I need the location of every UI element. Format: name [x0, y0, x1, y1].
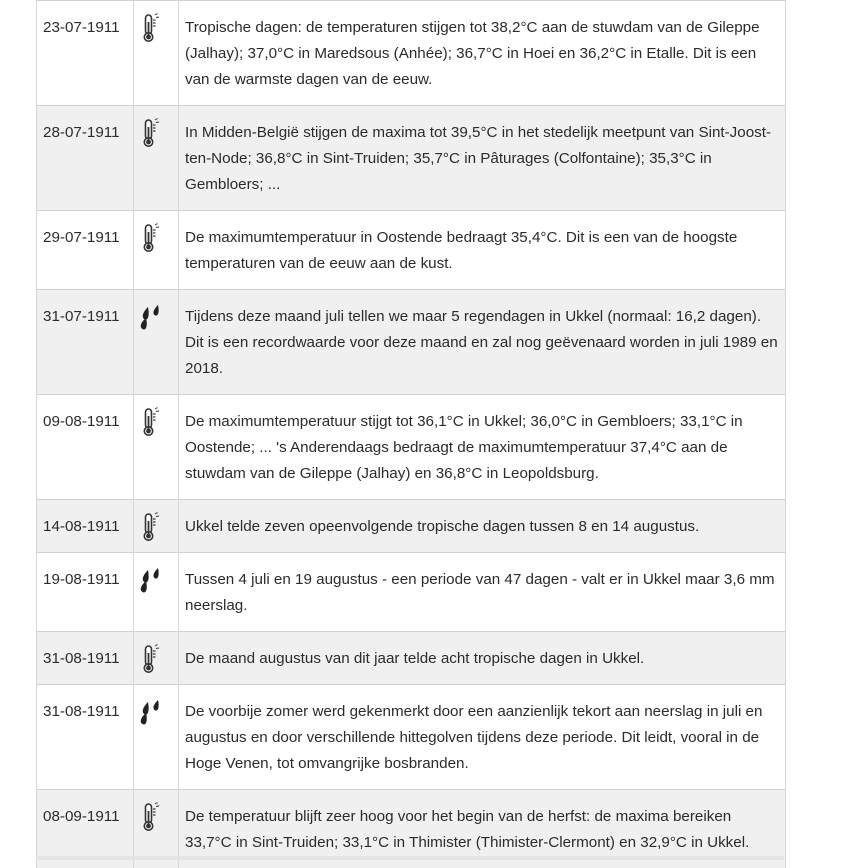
event-icon-cell [134, 685, 179, 790]
thermometer-icon [138, 13, 178, 43]
table-body [37, 1, 785, 868]
event-date: 29-07-1911 [37, 211, 134, 290]
event-description: De maand augustus van dit jaar telde acht tropische dagen in Ukkel. [179, 632, 786, 685]
event-date: 31-08-1911 [37, 685, 134, 790]
event-description: Tussen 4 juli en 19 augustus - een periode van 47 dagen - valt er in Ukkel maar 3,6 mm neerslag. [179, 553, 786, 632]
table-row [37, 1, 785, 106]
table-bottom-edge [36, 856, 784, 860]
event-date: 31-08-1911 [37, 632, 134, 685]
table-row [37, 290, 785, 395]
event-icon-cell [134, 395, 179, 500]
event-description: In Midden-België stijgen de maxima tot 39,5°C in het stedelijk meetpunt van Sint-Joost-ten-Node; 36,8°C in Sint-Truiden; 35,7°C in Pâturages (Colfontaine); 35,3°C in Gembloers; ... [179, 106, 786, 211]
thermometer-icon [138, 223, 178, 253]
event-description: De temperatuur blijft zeer hoog voor het begin van de herfst: de maxima bereiken 33,7°C in Sint-Truiden; 33,1°C in Thimister (Thimister-Clermont) en 32,9°C in Ukkel. [179, 790, 786, 868]
table-row [37, 500, 785, 553]
thermometer-icon [138, 118, 178, 148]
climate-events-table [37, 0, 785, 868]
raindrops-icon [138, 565, 178, 595]
event-date: 23-07-1911 [37, 1, 134, 106]
table-row [37, 632, 785, 685]
event-date: 14-08-1911 [37, 500, 134, 553]
table-row [37, 553, 785, 632]
event-icon-cell [134, 632, 179, 685]
raindrops-icon [138, 302, 178, 332]
event-description: Ukkel telde zeven opeenvolgende tropische dagen tussen 8 en 14 augustus. [179, 500, 786, 553]
event-description: Tropische dagen: de temperaturen stijgen tot 38,2°C aan de stuwdam van de Gileppe (Jalhay); 37,0°C in Maredsous (Anhée); 36,7°C in Hoei en 36,2°C in Etalle. Dit is een van de warmste dagen van de eeuw. [179, 1, 786, 106]
table-row [37, 395, 785, 500]
event-date: 08-09-1911 [37, 790, 134, 868]
thermometer-icon [138, 512, 178, 542]
events-table-wrapper [36, 0, 786, 868]
raindrops-icon [138, 697, 178, 727]
event-description: Tijdens deze maand juli tellen we maar 5 regendagen in Ukkel (normaal: 16,2 dagen). Dit is een recordwaarde voor deze maand en zal nog geëvenaard worden in juli 1989 en 2018. [179, 290, 786, 395]
event-date: 09-08-1911 [37, 395, 134, 500]
event-description: De maximumtemperatuur stijgt tot 36,1°C in Ukkel; 36,0°C in Gembloers; 33,1°C in Oostende; ... 's Anderendaags bedraagt de maximumtemperatuur 37,4°C aan de stuwdam van de Gileppe (Jalhay) en 36,8°C in Leopoldsburg. [179, 395, 786, 500]
event-icon-cell [134, 553, 179, 632]
table-row [37, 685, 785, 790]
event-icon-cell [134, 106, 179, 211]
event-icon-cell [134, 1, 179, 106]
event-date: 19-08-1911 [37, 553, 134, 632]
thermometer-icon [138, 802, 178, 832]
event-description: De voorbije zomer werd gekenmerkt door een aanzienlijk tekort aan neerslag in juli en augustus en door verschillende hittegolven tijdens deze periode. Dit leidt, vooral in de Hoge Venen, tot omvangrijke bosbranden. [179, 685, 786, 790]
table-row [37, 106, 785, 211]
thermometer-icon [138, 407, 178, 437]
event-icon-cell [134, 290, 179, 395]
event-icon-cell [134, 500, 179, 553]
event-icon-cell [134, 211, 179, 290]
event-description: De maximumtemperatuur in Oostende bedraagt 35,4°C. Dit is een van de hoogste temperaturen van de eeuw aan de kust. [179, 211, 786, 290]
event-date: 28-07-1911 [37, 106, 134, 211]
event-date: 31-07-1911 [37, 290, 134, 395]
thermometer-icon [138, 644, 178, 674]
table-row [37, 211, 785, 290]
